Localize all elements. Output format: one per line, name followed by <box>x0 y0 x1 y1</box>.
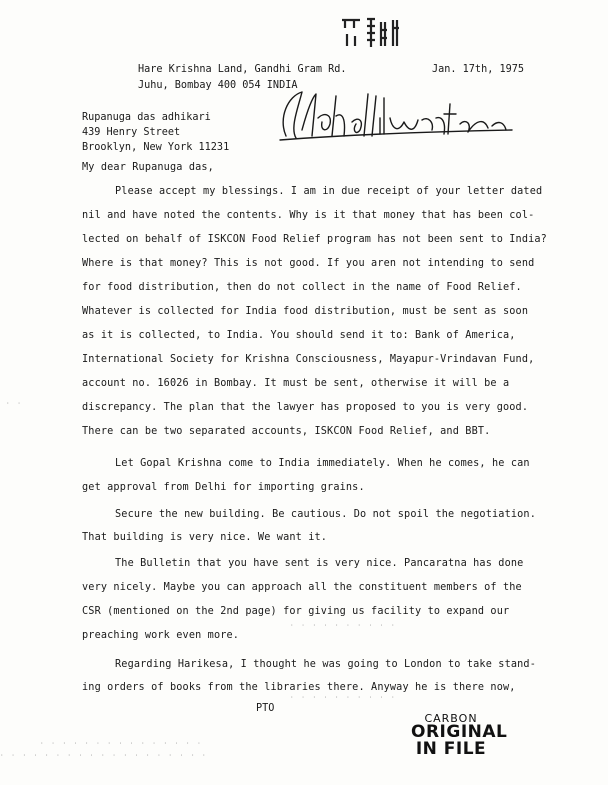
body-line: lected on behalf of ISKCON Food Relief program has not been sent to India? <box>82 234 547 245</box>
recipient-street: 439 Henry Street <box>82 127 181 138</box>
scan-noise: · · · · · · · · · · <box>290 694 397 701</box>
scan-noise: · · <box>6 400 23 407</box>
body-line: very nicely. Maybe you can approach all the constituent members of the <box>82 582 522 593</box>
sender-address-line2: Juhu, Bombay 400 054 INDIA <box>138 80 298 91</box>
stamp-line-2: ORIGINAL <box>411 722 508 742</box>
scan-noise: · · · · · · · · · · · · · · · <box>40 740 203 747</box>
scan-noise: · · · · · · · · · · <box>290 622 397 629</box>
body-line: CSR (mentioned on the 2nd page) for giving us facility to expand our <box>82 606 510 617</box>
body-line: get approval from Delhi for importing grains. <box>82 482 365 493</box>
body-line: There can be two separated accounts, ISKCON Food Relief, and BBT. <box>82 426 491 437</box>
recipient-city: Brooklyn, New York 11231 <box>82 142 230 153</box>
top-stamp-mark <box>337 16 407 50</box>
handwritten-signature <box>272 78 522 150</box>
body-line: Let Gopal Krishna come to India immediately. When he comes, he can <box>115 458 530 469</box>
stamp-line-3: IN FILE <box>415 739 487 759</box>
salutation: My dear Rupanuga das, <box>82 162 214 173</box>
scan-noise: · · · · · · · · · · · · · · · · · · · <box>0 752 208 759</box>
body-line: That building is very nice. We want it. <box>82 532 328 543</box>
pto-note: PTO <box>256 703 275 714</box>
body-line: discrepancy. The plan that the lawyer has proposed to you is very good. <box>82 402 529 413</box>
body-line: International Society for Krishna Consciousness, Mayapur-Vrindavan Fund, <box>82 354 535 365</box>
body-line: nil and have noted the contents. Why is it that money that has been col- <box>82 210 535 221</box>
body-line: Where is that money? This is not good. If you aren not intending to send <box>82 258 535 269</box>
stamp-line-1: CARBON <box>424 712 478 725</box>
letter-date: Jan. 17th, 1975 <box>432 64 525 75</box>
recipient-name: Rupanuga das adhikari <box>82 112 211 123</box>
body-line: Regarding Harikesa, I thought he was going to London to take stand- <box>115 659 536 670</box>
body-line: Secure the new building. Be cautious. Do not spoil the negotiation. <box>115 509 536 520</box>
body-line: preaching work even more. <box>82 630 240 641</box>
body-line: as it is collected, to India. You should send it to: Bank of America, <box>82 330 516 341</box>
sender-address-line1: Hare Krishna Land, Gandhi Gram Rd. <box>138 64 347 75</box>
body-line: for food distribution, then do not collect in the name of Food Relief. <box>82 282 522 293</box>
body-line: The Bulletin that you have sent is very nice. Pancaratna has done <box>115 558 524 569</box>
carbon-original-stamp <box>411 712 508 759</box>
body-line: Please accept my blessings. I am in due receipt of your letter dated <box>115 186 543 197</box>
body-line: account no. 16026 in Bombay. It must be sent, otherwise it will be a <box>82 378 510 389</box>
body-line: Whatever is collected for India food distribution, must be sent as soon <box>82 306 529 317</box>
body-line: ing orders of books from the libraries there. Anyway he is there now, <box>82 682 516 693</box>
